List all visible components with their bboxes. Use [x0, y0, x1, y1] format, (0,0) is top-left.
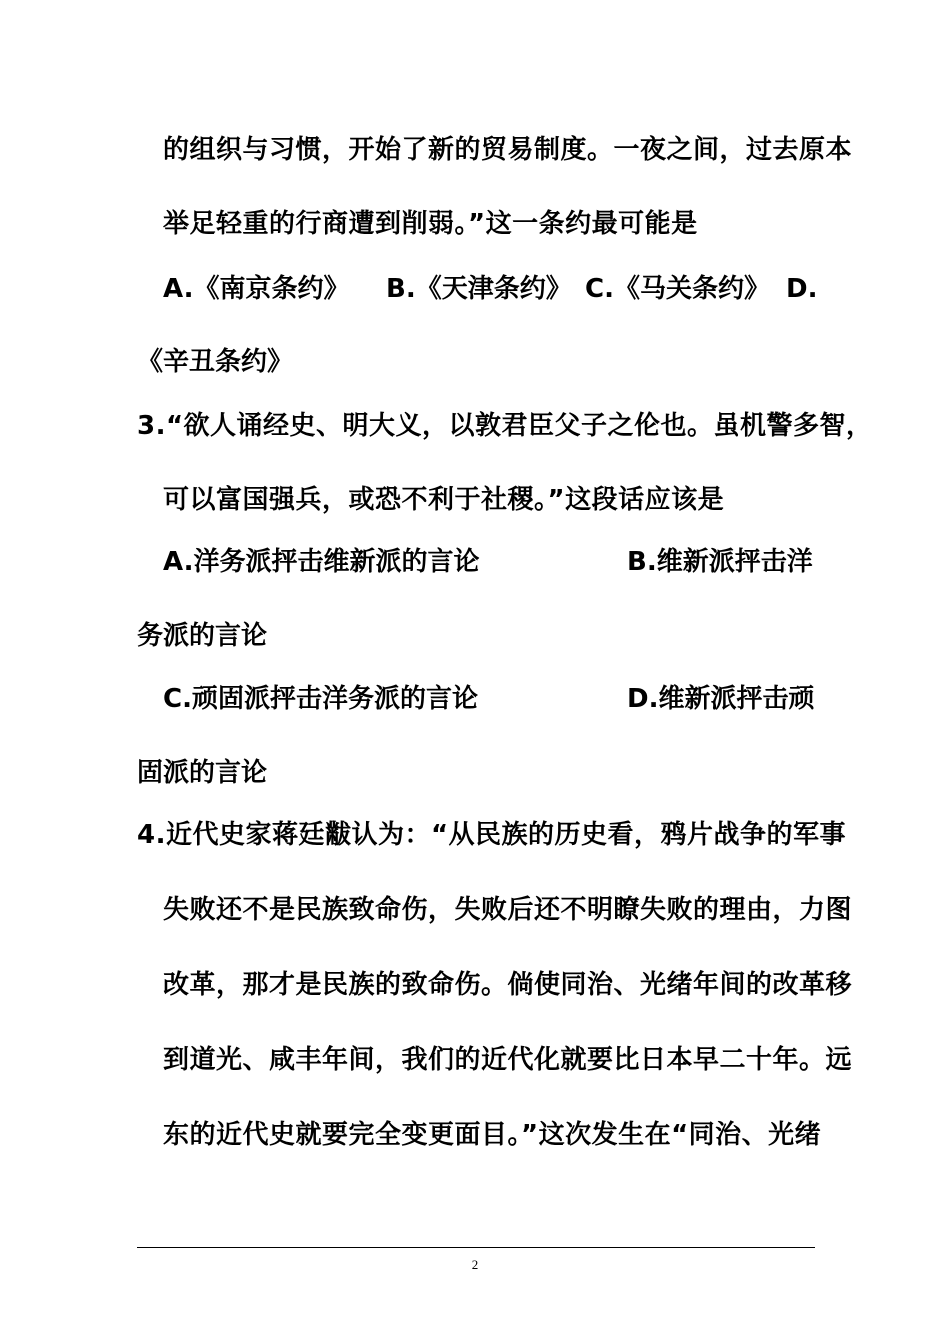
q3-option-d: D.维新派抨击顽 — [627, 684, 815, 714]
q2-option-a: A.《南京条约》 — [163, 274, 350, 304]
footer-divider — [137, 1247, 815, 1248]
q2-text-line-1: 的组织与习惯，开始了新的贸易制度。一夜之间，过去原本 — [163, 135, 853, 165]
q3-text-line-2: 可以富国强兵，或恐不利于社稷。”这段话应该是 — [163, 485, 725, 515]
q2-option-c: C.《马关条约》 — [585, 274, 770, 304]
q4-text-line-5: 东的近代史就要完全变更面目。”这次发生在“同治、光绪 — [163, 1120, 822, 1150]
q3-option-d-wrap: 固派的言论 — [137, 758, 268, 788]
q3-option-a: A.洋务派抨击维新派的言论 — [163, 547, 480, 577]
q4-text-line-3: 改革，那才是民族的致命伤。倘使同治、光绪年间的改革移 — [163, 970, 853, 1000]
q2-option-d: D. — [786, 274, 818, 304]
q3-option-c: C.顽固派抨击洋务派的言论 — [163, 684, 478, 714]
q3-option-b: B.维新派抨击洋 — [627, 547, 813, 577]
q4-text-line-1: 4.近代史家蒋廷黻认为：“从民族的历史看，鸦片战争的军事 — [137, 820, 847, 850]
q2-text-line-2: 举足轻重的行商遭到削弱。”这一条约最可能是 — [163, 209, 698, 239]
q2-option-d-wrap: 《辛丑条约》 — [137, 347, 294, 377]
q4-text-line-4: 到道光、咸丰年间，我们的近代化就要比日本早二十年。远 — [163, 1045, 853, 1075]
q3-text-line-1: 3.“欲人诵经史、明大义，以敦君臣父子之伦也。虽机警多智， — [137, 411, 873, 441]
q3-option-b-wrap: 务派的言论 — [137, 621, 268, 651]
q2-option-b: B.《天津条约》 — [386, 274, 572, 304]
q4-text-line-2: 失败还不是民族致命伤，失败后还不明瞭失败的理由，力图 — [163, 895, 853, 925]
page-number: 2 — [471, 1257, 479, 1272]
